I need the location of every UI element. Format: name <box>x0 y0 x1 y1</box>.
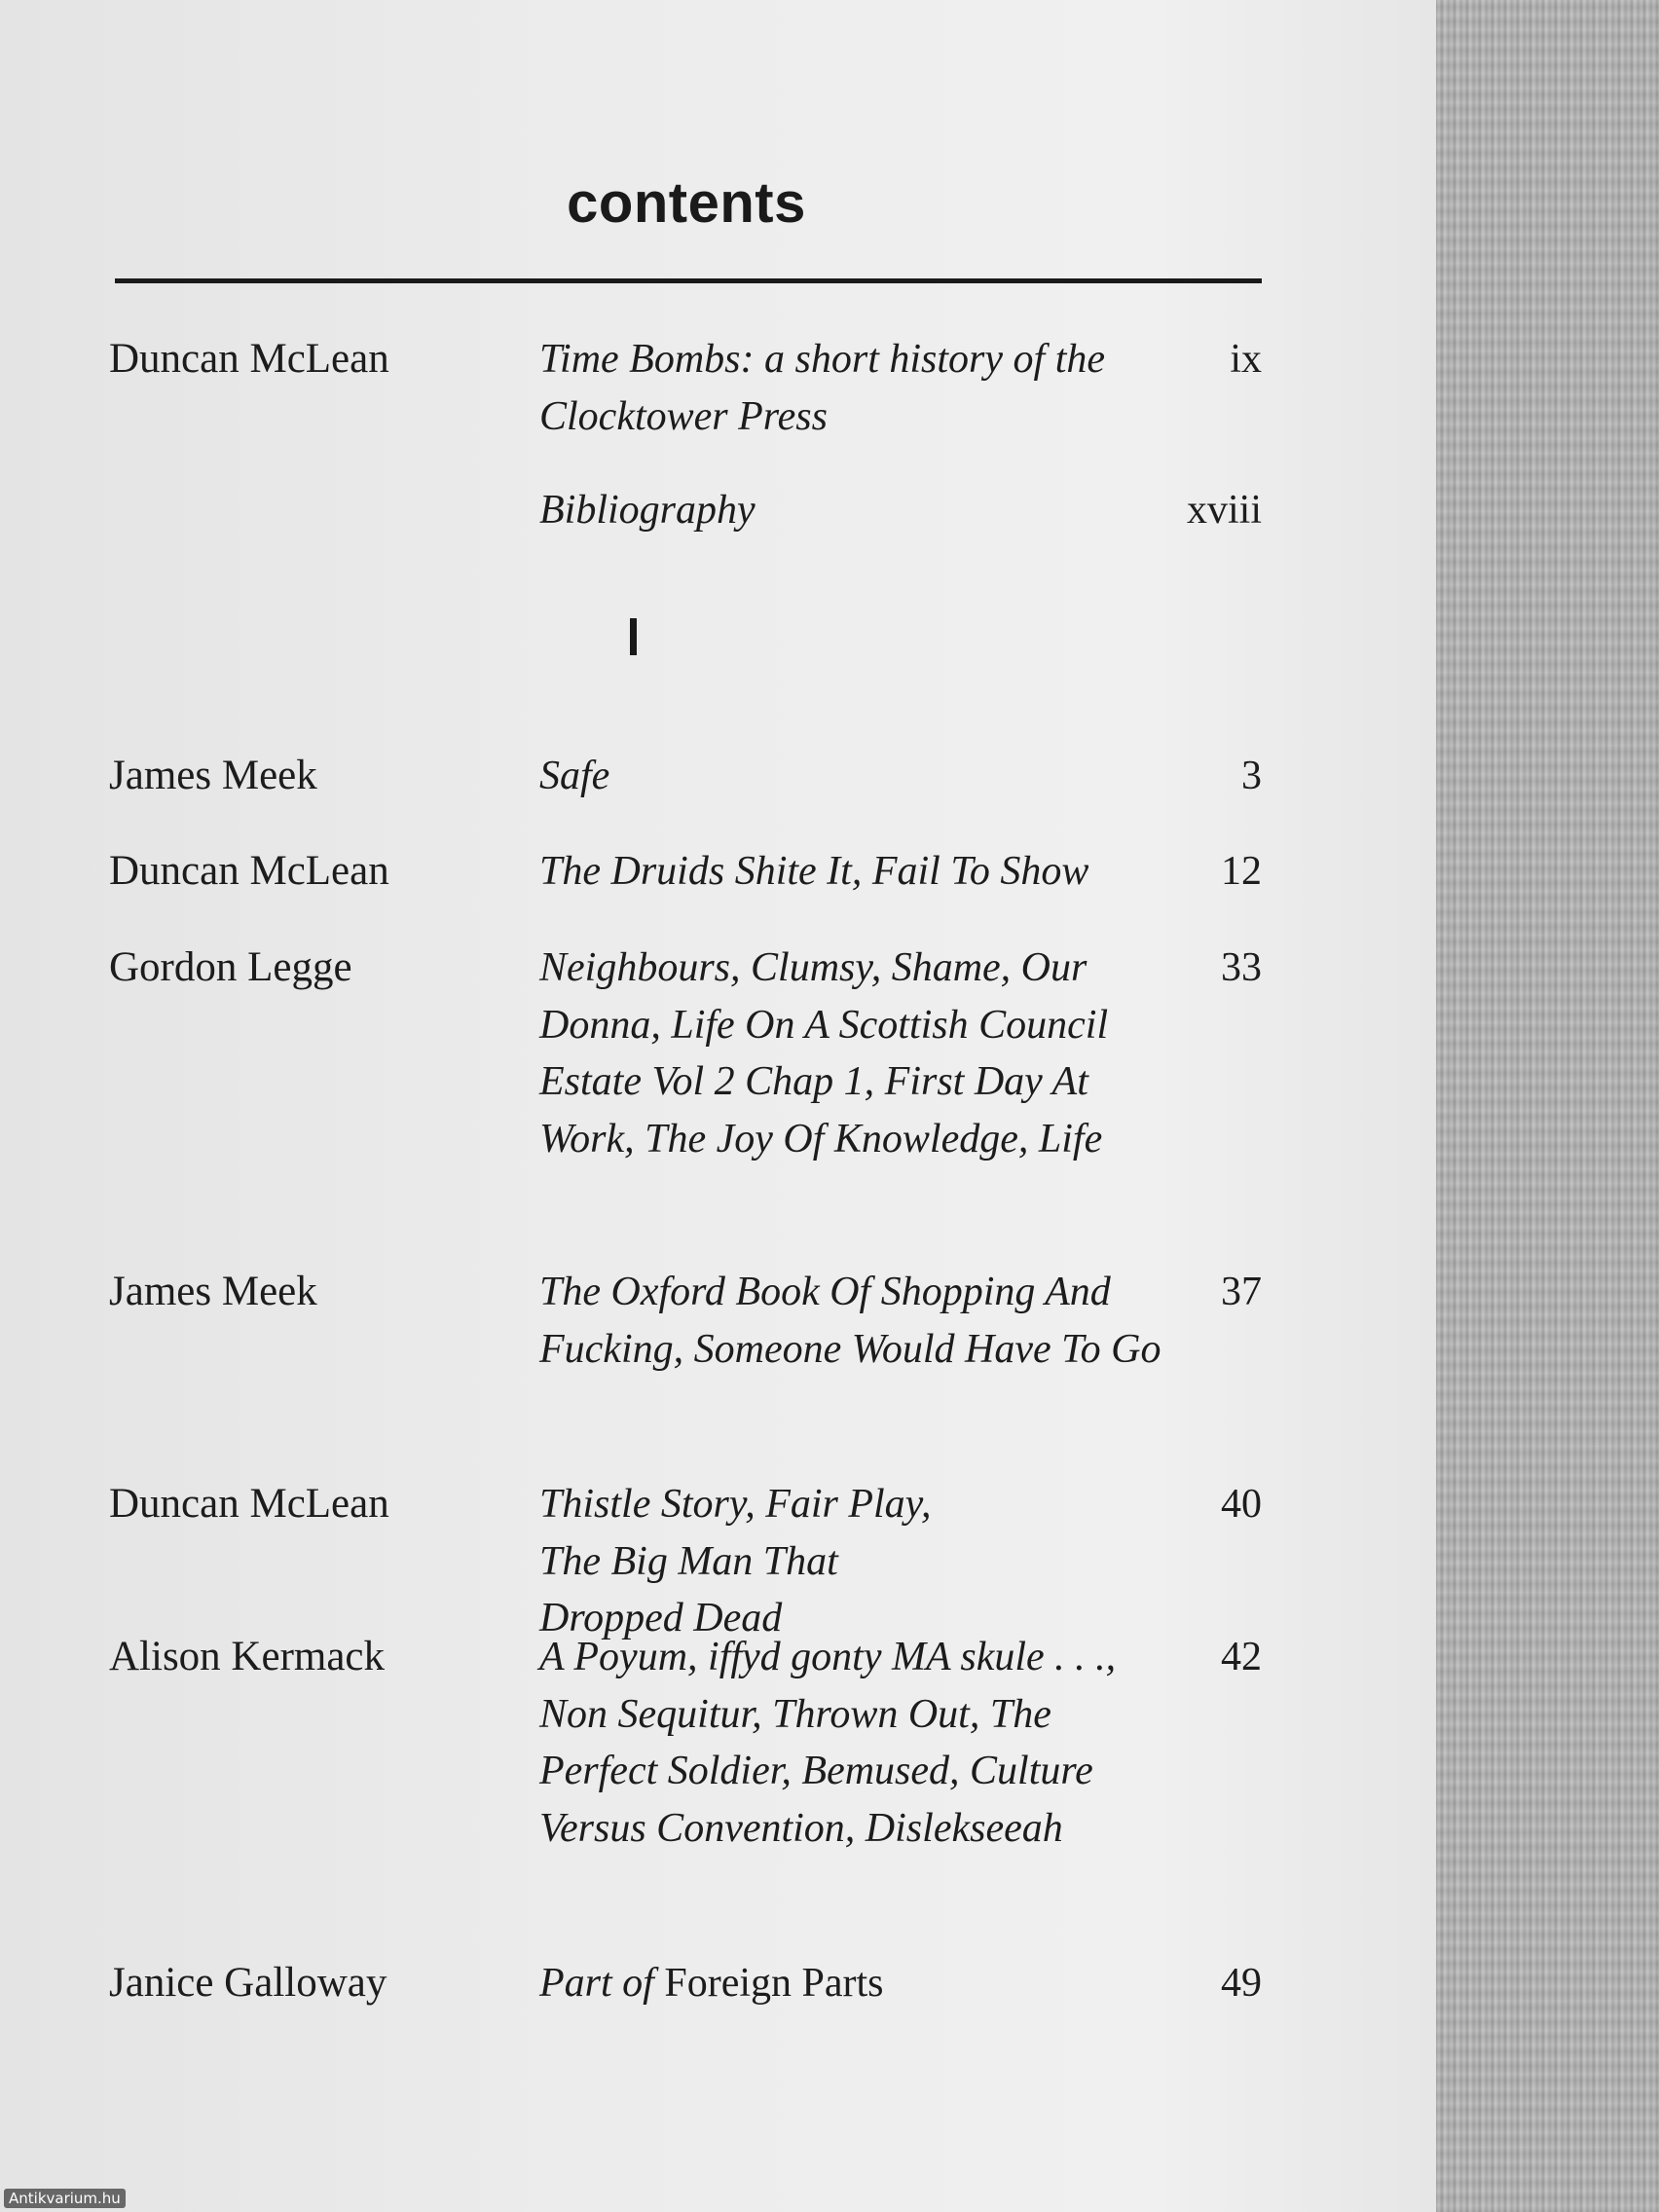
entry-title-plain: Foreign Parts <box>664 1961 884 2006</box>
entry-author: James Meek <box>109 1269 317 1314</box>
entry-author: Duncan McLean <box>109 336 389 382</box>
entry-title-italic: Part of <box>539 1961 654 2006</box>
entry-author: Gordon Legge <box>109 944 352 990</box>
entry-author: Alison Kermack <box>109 1634 386 1679</box>
entry-title: Safe <box>539 754 610 798</box>
contents-heading: contents <box>567 171 806 235</box>
section-marker <box>630 618 637 655</box>
entry-page: 42 <box>1221 1635 1262 1679</box>
entry-title: A Poyum, iffyd gonty MA skule . . ., Non Sequitur, Thrown Out, The Perfect Soldier, Bemused, Culture Versus Convention, Dislekseeah <box>539 1635 1117 1851</box>
entry-page: xviii <box>1186 488 1262 533</box>
entry-title: The Druids Shite It, Fail To Show <box>539 849 1089 894</box>
entry-page: 49 <box>1221 1961 1262 2006</box>
entry-title: Bibliography <box>539 488 756 533</box>
entry-title: Time Bombs: a short history of the Clocktower Press <box>539 337 1106 439</box>
watermark: Antikvarium.hu <box>4 2189 126 2208</box>
entry-author: Duncan McLean <box>109 848 389 894</box>
entry-page: 37 <box>1221 1270 1262 1314</box>
entry-title <box>539 1955 1162 2012</box>
heading-rule <box>115 278 1262 283</box>
entry-title: Neighbours, Clumsy, Shame, Our Donna, Life On A Scottish Council Estate Vol 2 Chap 1, First Day At Work, The Joy Of Knowledge, Life <box>539 945 1109 1161</box>
entry-title: Thistle Story, Fair Play, The Big Man That Dropped Dead <box>539 1482 932 1641</box>
entry-page: 40 <box>1221 1482 1262 1527</box>
entry-page: 12 <box>1221 849 1262 894</box>
entry-page: ix <box>1230 337 1262 382</box>
entry-author: James Meek <box>109 753 317 798</box>
page-stack-edge <box>1436 0 1659 2212</box>
entry-page: 3 <box>1241 754 1262 798</box>
entry-author: Duncan McLean <box>109 1481 389 1527</box>
entry-author: Janice Galloway <box>109 1960 387 2006</box>
entry-title: The Oxford Book Of Shopping And Fucking, Someone Would Have To Go <box>539 1270 1161 1372</box>
entry-page: 33 <box>1221 945 1262 990</box>
